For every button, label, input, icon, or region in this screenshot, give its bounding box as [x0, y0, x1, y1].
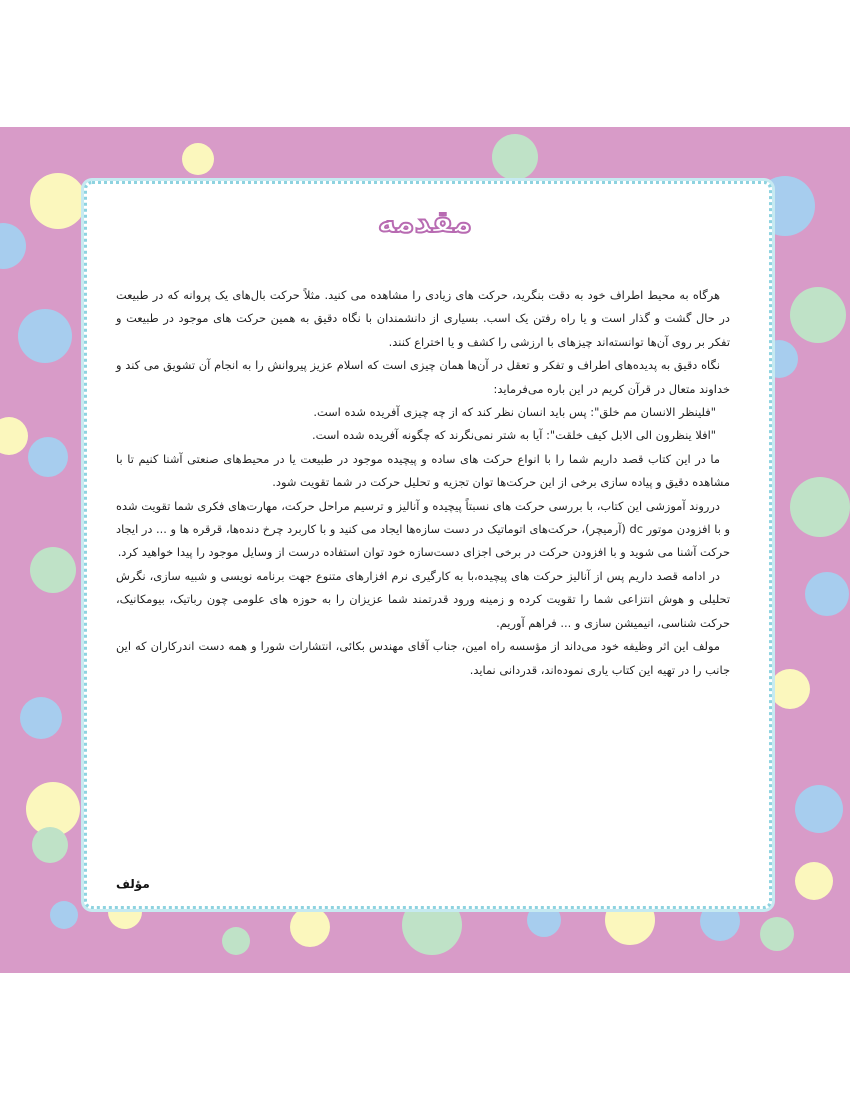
polka-dot	[760, 917, 794, 951]
polka-dot	[32, 827, 68, 863]
polka-dot	[50, 901, 78, 929]
paragraph: مولف این اثر وظیفه خود می‌داند از مؤسسه راه امین، جناب آقای مهندس بکائی، انتشارات شورا و همه دست اندرکاران که این جانب را در تهیه این کتاب یاری نموده‌اند، قدردانی نماید.	[116, 639, 730, 677]
polka-dot	[795, 785, 843, 833]
quote-line: "فلینظر الانسان مم خلق": پس باید انسان نظر کند که از چه چیزی آفریده شده است.	[313, 405, 716, 420]
polka-dot	[222, 927, 250, 955]
polka-dot	[28, 437, 68, 477]
paragraph: در ادامه قصد داریم پس از آنالیز حرکت های پیچیده،با به کارگیری نرم افزارهای متنوع جهت برنامه نویسی و شبیه سازی، نگرش تحلیلی و هوش انتزاعی شما را تقویت کرده و زمینه ورود قدرتمند شما عزیزان را به حوزه های علومی چون رباتیک، بیومکانیک، حرکت شناسی، انیمیشن سازی و ... فراهم آوریم.	[116, 568, 730, 630]
introduction-text	[116, 284, 730, 682]
author-signature: مؤلف	[116, 877, 150, 891]
polka-dot	[790, 477, 850, 537]
polka-dot	[20, 697, 62, 739]
polka-dot	[795, 862, 833, 900]
paragraph: درروند آموزشی این کتاب، با بررسی حرکت های نسبتاً پیچیده و آنالیز و ترسیم مراحل حرکت، مهارت‌های فکری شما تقویت شده و با افزودن موتور dc (آرمیچر)، حرکت‌های اتوماتیک در دست سازه‌ها ایجاد می کنید و با کاربرد چرخ دنده‌ها، قرقره ها و ... در ایجاد حرکت آشنا می شوید و با افزودن حرکت در برخی اجزای دست‌سازه خود توان استفاده درست از وسایل موجود را پیدا خواهید کرد.	[116, 498, 730, 560]
page-title: مقدمه	[377, 205, 473, 240]
polka-dot	[805, 572, 849, 616]
paragraph: نگاه دقیق به پدیده‌های اطراف و تفکر و تعقل در آن‌ها همان چیزی است که اسلام عزیز پیروانش را به انجام آن تشویق می کند و خداوند متعال در قرآن کریم در این باره می‌فرماید:	[116, 358, 730, 396]
polka-dot	[790, 287, 846, 343]
polka-dot	[0, 417, 28, 455]
paragraph: هرگاه به محیط اطراف خود به دقت بنگرید، حرکت های زیادی را مشاهده می کنید. مثلاً حرکت بال‌های یک پروانه که در طبیعت در حال گشت و گذار است و یا راه رفتن یک اسب. بسیاری از دانشمندان با نگاه دقیق به همین حرکت های موجود در طبیعت و تفکر بر روی آن‌ها توانسته‌اند چیزهای با ارزشی را کشف و یا اختراع کنند.	[116, 288, 730, 349]
polka-dot	[182, 143, 214, 175]
quote-line: "افلا ینظرون الی الابل کیف خلقت": آیا به شتر نمی‌نگرند که چگونه آفریده شده است.	[311, 428, 716, 443]
polka-dot	[290, 907, 330, 947]
polka-dot	[770, 669, 810, 709]
polka-dot	[492, 134, 538, 180]
paragraph: ما در این کتاب قصد داریم شما را با انواع حرکت های ساده و پیچیده موجود در طبیعت یا در محیط‌های صنعتی آشنا کنیم تا با مشاهده دقیق و پیاده سازی برخی از این حرکت‌ها توان تجزیه و تحلیل حرکت در شما تقویت شود.	[116, 451, 730, 490]
polka-dot	[30, 547, 76, 593]
polka-dot	[18, 309, 72, 363]
